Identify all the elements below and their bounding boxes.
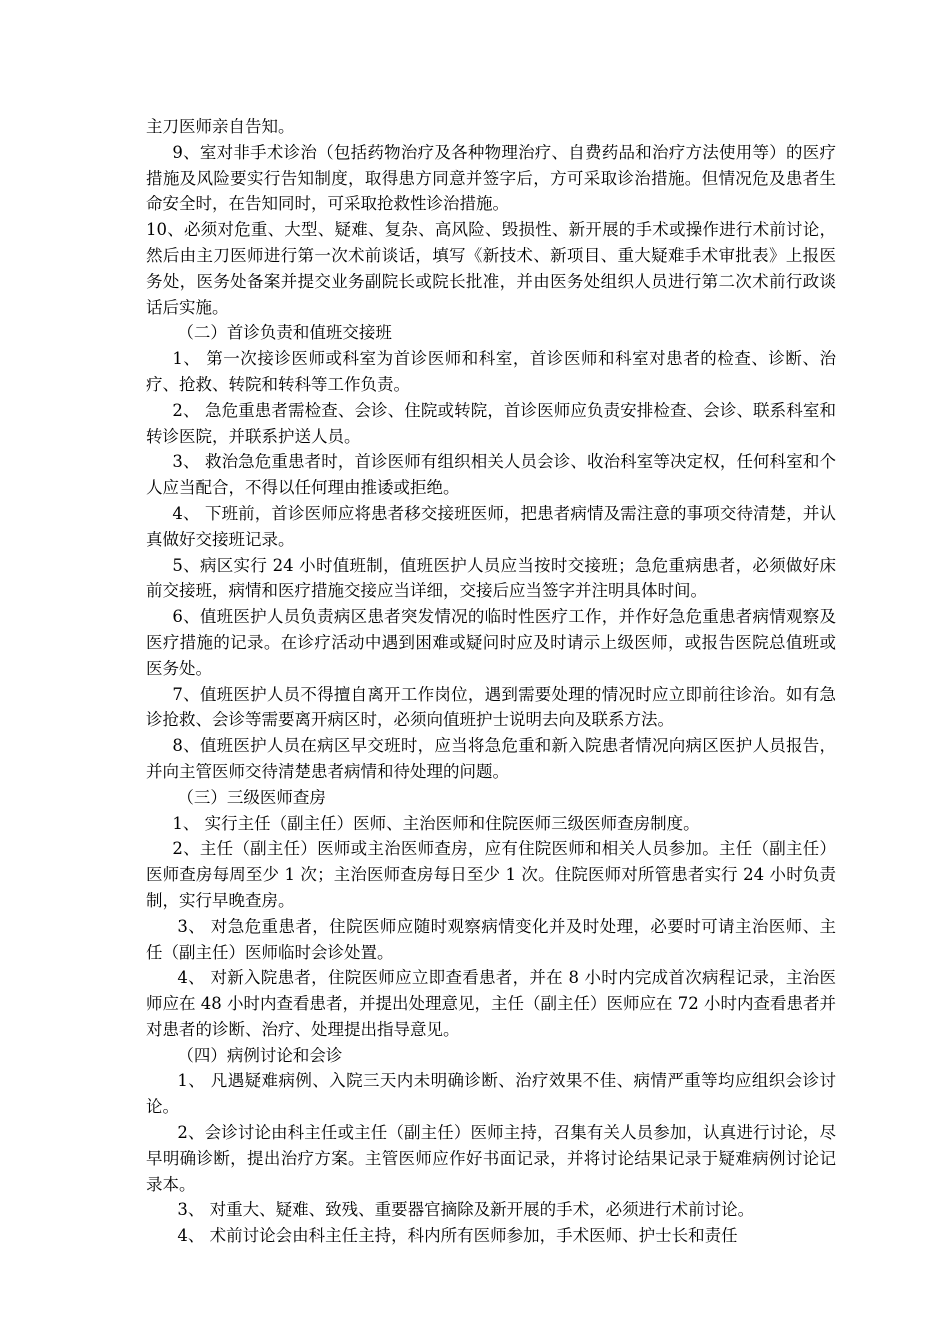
paragraph-3-3: 3、 对急危重患者，住院医师应随时观察病情变化并及时处理，必要时可请主治医师、主任（副主任）医师临时会诊处置。: [146, 916, 836, 962]
paragraph-3-2: 2、主任（副主任）医师或主治医师查房，应有住院医师和相关人员参加。主任（副主任）医师查房每周至少 1 次；主治医师查房每日至少 1 次。住院医师对所管患者实行 24 小时负责制，实行早晚查房。: [146, 839, 836, 910]
paragraph-3-1: 1、 实行主任（副主任）医师、主治医师和住院医师三级医师查房制度。: [172, 813, 700, 833]
paragraph-2-3: 3、 救治急危重患者时，首诊医师有组织相关人员会诊、收治科室等决定权，任何科室和个人应当配合，不得以任何理由推诿或拒绝。: [146, 452, 836, 498]
paragraph-2-8: 8、值班医护人员在病区早交班时，应当将急危重和新入院患者情况向病区医护人员报告，并向主管医师交待清楚患者病情和待处理的问题。: [146, 736, 836, 781]
paragraph-continuation: 主刀医师亲自告知。: [146, 117, 295, 136]
paragraph-2-7: 7、值班医护人员不得擅自离开工作岗位，遇到需要处理的情况时应立即前往诊治。如有急诊抢救、会诊等需要离开病区时，必须向值班护士说明去向及联系方法。: [146, 684, 836, 730]
section-heading-3: （三）三级医师查房: [177, 787, 326, 807]
paragraph-2-1: 1、 第一次接诊医师或科室为首诊医师和科室，首诊医师和科室对患者的检查、诊断、治疗、抢救、转院和转科等工作负责。: [146, 349, 836, 394]
paragraph-3-4: 4、 对新入院患者，住院医师应立即查看患者，并在 8 小时内完成首次病程记录，主治医师应在 48 小时内查看患者，并提出处理意见，主任（副主任）医师应在 72 小时内查看患者并对患者的诊断、治疗、处理提出指导意见。: [146, 968, 836, 1039]
section-heading-2: （二）首诊负责和值班交接班: [177, 323, 392, 343]
paragraph-2-2: 2、 急危重患者需检查、会诊、住院或转院，首诊医师应负责安排检查、会诊、联系科室和转诊医院，并联系护送人员。: [146, 400, 836, 446]
paragraph-2-4: 4、 下班前，首诊医师应将患者移交接班医师，把患者病情及需注意的事项交待清楚，并认真做好交接班记录。: [146, 503, 836, 549]
paragraph-item-9: 9、室对非手术诊治（包括药物治疗及各种物理治疗、自费药品和治疗方法使用等）的医疗措施及风险要实行告知制度，取得患方同意并签字后，方可采取诊治措施。但情况危及患者生命安全时，在告知同时，可采取抢救性诊治措施。: [146, 142, 836, 214]
paragraph-4-1: 1、 凡遇疑难病例、入院三天内未明确诊断、治疗效果不佳、病情严重等均应组织会诊讨论。: [146, 1071, 836, 1117]
paragraph-2-6: 6、值班医护人员负责病区患者突发情况的临时性医疗工作，并作好急危重患者病情观察及医疗措施的记录。在诊疗活动中遇到困难或疑问时应及时请示上级医师，或报告医院总值班或医务处。: [146, 607, 836, 678]
paragraph-4-3: 3、 对重大、疑难、致残、重要器官摘除及新开展的手术，必须进行术前讨论。: [177, 1200, 755, 1220]
section-heading-4: （四）病例讨论和会诊: [177, 1045, 343, 1065]
paragraph-4-2: 2、会诊讨论由科主任或主任（副主任）医师主持，召集有关人员参加，认真进行讨论，尽早明确诊断，提出治疗方案。主管医师应作好书面记录，并将讨论结果记录于疑难病例讨论记录本。: [146, 1123, 836, 1194]
document-body: [146, 114, 836, 1249]
paragraph-2-5: 5、病区实行 24 小时值班制，值班医护人员应当按时交接班；急危重病患者，必须做好床前交接班，病情和医疗措施交接应当详细，交接后应当签字并注明具体时间。: [146, 555, 836, 601]
paragraph-item-10: 10、必须对危重、大型、疑难、复杂、高风险、毁损性、新开展的手术或操作进行术前讨论，然后由主刀医师进行第一次术前谈话，填写《新技术、新项目、重大疑难手术审批表》上报医务处，医务处备案并提交业务副院长或院长批准，并由医务处组织人员进行第二次术前行政谈话后实施。: [146, 220, 836, 317]
paragraph-4-4: 4、 术前讨论会由科主任主持，科内所有医师参加，手术医师、护士长和责任: [177, 1226, 738, 1246]
